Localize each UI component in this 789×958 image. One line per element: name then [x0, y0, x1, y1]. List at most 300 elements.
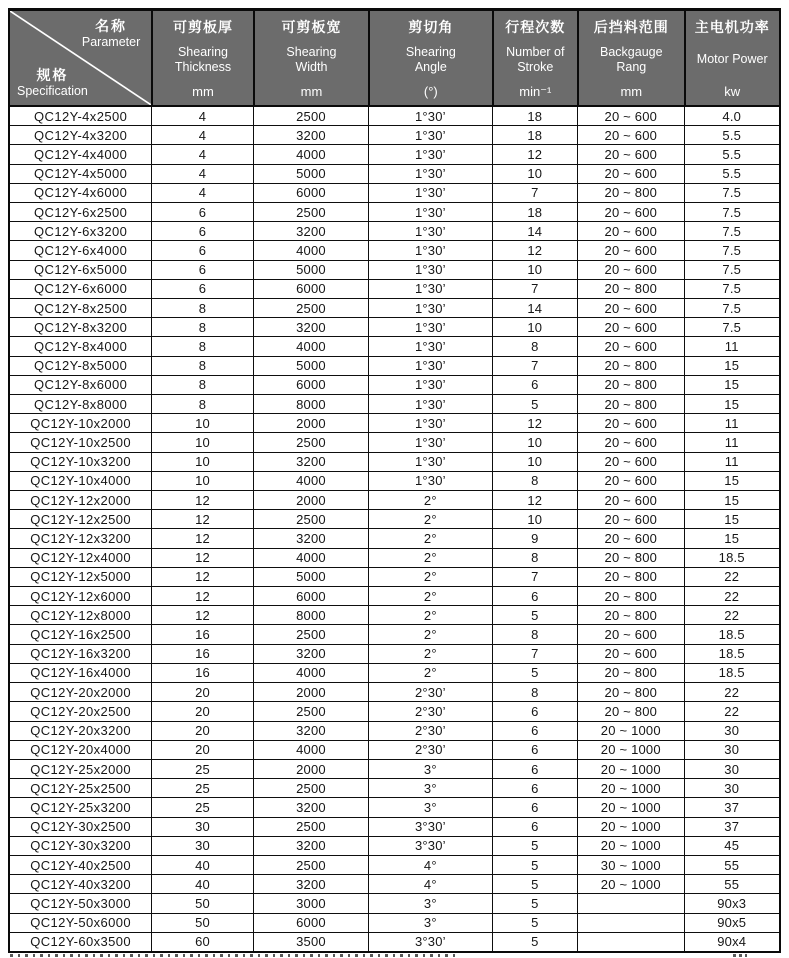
table-row — [10, 702, 779, 721]
value-cell: 1°30’ — [368, 299, 491, 317]
value-cell: 6000 — [253, 587, 368, 605]
value-cell: 20 ~ 600 — [577, 433, 683, 451]
value-cell: 20 ~ 600 — [577, 453, 683, 471]
table-row — [10, 280, 779, 299]
value-cell: 20 ~ 600 — [577, 107, 683, 125]
value-cell: 5 — [492, 606, 578, 624]
table-row — [10, 894, 779, 913]
header-shearing-thickness — [151, 11, 253, 105]
value-cell: 15 — [684, 491, 779, 509]
value-cell: 10 — [151, 453, 253, 471]
value-cell: 2500 — [253, 299, 368, 317]
value-cell: 20 ~ 600 — [577, 529, 683, 547]
table-row — [10, 107, 779, 126]
value-cell: 12 — [492, 145, 578, 163]
value-cell: 12 — [151, 549, 253, 567]
value-cell: 3° — [368, 760, 491, 778]
value-cell: 20 — [151, 722, 253, 740]
value-cell: 30 ~ 1000 — [577, 856, 683, 874]
value-cell: 3200 — [253, 837, 368, 855]
value-cell: 4000 — [253, 741, 368, 759]
table-row — [10, 798, 779, 817]
value-cell: 8000 — [253, 395, 368, 413]
value-cell: 18.5 — [684, 645, 779, 663]
value-cell: 5 — [492, 837, 578, 855]
value-cell: 30 — [684, 760, 779, 778]
value-cell: 16 — [151, 664, 253, 682]
value-cell: 90x4 — [684, 933, 779, 951]
table-row — [10, 376, 779, 395]
value-cell: 20 ~ 600 — [577, 222, 683, 240]
value-cell: 3200 — [253, 318, 368, 336]
value-cell: 2500 — [253, 818, 368, 836]
model-cell: QC12Y-4x5000 — [34, 166, 128, 182]
table-row — [10, 357, 779, 376]
value-cell: 5000 — [253, 568, 368, 586]
value-cell: 30 — [151, 818, 253, 836]
value-cell: 10 — [492, 165, 578, 183]
value-cell: 20 ~ 800 — [577, 664, 683, 682]
model-cell: QC12Y-12x2500 — [30, 511, 132, 527]
value-cell: 6 — [492, 798, 578, 816]
value-cell: 6 — [492, 702, 578, 720]
model-cell: QC12Y-16x2500 — [30, 627, 132, 643]
value-cell: 3000 — [253, 894, 368, 912]
value-cell: 5000 — [253, 165, 368, 183]
table-row — [10, 261, 779, 280]
value-cell: 22 — [684, 606, 779, 624]
value-cell: 3200 — [253, 645, 368, 663]
value-cell: 1°30’ — [368, 395, 491, 413]
model-cell: QC12Y-12x6000 — [30, 588, 132, 604]
value-cell: 5 — [492, 856, 578, 874]
table-row — [10, 606, 779, 625]
value-cell: 20 ~ 1000 — [577, 818, 683, 836]
value-cell: 1°30’ — [368, 433, 491, 451]
value-cell: 4000 — [253, 664, 368, 682]
model-cell: QC12Y-20x2000 — [30, 684, 132, 700]
value-cell: 14 — [492, 222, 578, 240]
value-cell: 8 — [151, 337, 253, 355]
value-cell: 2500 — [253, 510, 368, 528]
value-cell: 10 — [151, 414, 253, 432]
value-cell: 25 — [151, 779, 253, 797]
value-cell: 90x5 — [684, 914, 779, 932]
model-cell: QC12Y-4x6000 — [34, 185, 128, 201]
table-row — [10, 184, 779, 203]
model-cell: QC12Y-25x3200 — [30, 799, 132, 815]
value-cell: 15 — [684, 510, 779, 528]
value-cell: 4 — [151, 107, 253, 125]
table-row — [10, 625, 779, 644]
value-cell: 12 — [151, 568, 253, 586]
value-cell: 6 — [492, 741, 578, 759]
table-row — [10, 933, 779, 951]
header-en-label: Shearing Angle — [405, 45, 456, 74]
value-cell: 8 — [151, 299, 253, 317]
value-cell: 20 ~ 600 — [577, 203, 683, 221]
value-cell: 6 — [151, 203, 253, 221]
value-cell: 11 — [684, 414, 779, 432]
value-cell: 3200 — [253, 529, 368, 547]
value-cell: 14 — [492, 299, 578, 317]
value-cell: 20 ~ 1000 — [577, 722, 683, 740]
value-cell: 20 ~ 600 — [577, 126, 683, 144]
value-cell: 18 — [492, 126, 578, 144]
value-cell: 2° — [368, 587, 491, 605]
model-cell: QC12Y-8x2500 — [34, 300, 128, 316]
spec-table — [8, 8, 781, 953]
value-cell: 2°30’ — [368, 702, 491, 720]
model-cell: QC12Y-12x8000 — [30, 607, 132, 623]
value-cell: 8 — [151, 357, 253, 375]
value-cell: 3200 — [253, 126, 368, 144]
value-cell: 6000 — [253, 280, 368, 298]
value-cell: 1°30’ — [368, 357, 491, 375]
value-cell: 20 ~ 600 — [577, 472, 683, 490]
value-cell: 20 ~ 600 — [577, 241, 683, 259]
value-cell: 15 — [684, 395, 779, 413]
table-row — [10, 914, 779, 933]
value-cell: 20 ~ 600 — [577, 645, 683, 663]
value-cell: 3° — [368, 779, 491, 797]
value-cell: 7.5 — [684, 203, 779, 221]
value-cell: 20 ~ 800 — [577, 184, 683, 202]
table-row — [10, 875, 779, 894]
table-header — [10, 11, 779, 107]
model-cell: QC12Y-8x5000 — [34, 358, 128, 374]
header-cn-label: 可剪板厚 — [173, 19, 233, 35]
value-cell: 5 — [492, 875, 578, 893]
header-shearing-angle — [368, 11, 491, 105]
model-cell: QC12Y-40x2500 — [30, 857, 132, 873]
value-cell: 20 ~ 800 — [577, 280, 683, 298]
value-cell: 11 — [684, 433, 779, 451]
model-cell: QC12Y-50x6000 — [30, 915, 132, 931]
model-cell: QC12Y-40x3200 — [30, 876, 132, 892]
value-cell: 20 ~ 600 — [577, 145, 683, 163]
value-cell: 8 — [151, 318, 253, 336]
value-cell: 3° — [368, 914, 491, 932]
value-cell: 15 — [684, 357, 779, 375]
value-cell: 12 — [151, 529, 253, 547]
value-cell: 20 ~ 800 — [577, 376, 683, 394]
table-row — [10, 222, 779, 241]
value-cell: 10 — [151, 472, 253, 490]
model-cell: QC12Y-20x2500 — [30, 703, 132, 719]
header-en-label: Shearing Thickness — [174, 45, 232, 74]
value-cell: 6 — [492, 587, 578, 605]
model-cell: QC12Y-10x2500 — [30, 435, 132, 451]
model-cell: QC12Y-16x4000 — [30, 665, 132, 681]
value-cell: 2500 — [253, 779, 368, 797]
table-row — [10, 568, 779, 587]
value-cell: 5000 — [253, 357, 368, 375]
header-shearing-width — [253, 11, 368, 105]
table-row — [10, 318, 779, 337]
value-cell: 2500 — [253, 433, 368, 451]
value-cell: 6 — [492, 760, 578, 778]
value-cell: 3°30’ — [368, 933, 491, 951]
value-cell: 40 — [151, 875, 253, 893]
model-cell: QC12Y-12x5000 — [30, 569, 132, 585]
value-cell: 1°30’ — [368, 107, 491, 125]
value-cell: 20 ~ 1000 — [577, 760, 683, 778]
table-row — [10, 126, 779, 145]
value-cell: 6 — [492, 376, 578, 394]
value-cell: 6000 — [253, 376, 368, 394]
table-row — [10, 722, 779, 741]
value-cell: 10 — [151, 433, 253, 451]
table-row — [10, 779, 779, 798]
value-cell: 22 — [684, 587, 779, 605]
model-cell: QC12Y-12x2000 — [30, 492, 132, 508]
value-cell: 12 — [151, 606, 253, 624]
value-cell: 5.5 — [684, 165, 779, 183]
value-cell: 11 — [684, 453, 779, 471]
value-cell: 5000 — [253, 261, 368, 279]
value-cell: 12 — [151, 491, 253, 509]
value-cell: 55 — [684, 875, 779, 893]
table-row — [10, 837, 779, 856]
model-cell: QC12Y-25x2500 — [30, 780, 132, 796]
value-cell: 1°30’ — [368, 261, 491, 279]
value-cell: 40 — [151, 856, 253, 874]
value-cell — [577, 933, 683, 951]
model-cell: QC12Y-8x8000 — [34, 396, 128, 412]
value-cell: 8 — [492, 683, 578, 701]
value-cell: 10 — [492, 318, 578, 336]
corner-specification-en: Specification — [17, 83, 88, 98]
table-row — [10, 510, 779, 529]
value-cell: 2500 — [253, 702, 368, 720]
table-row — [10, 337, 779, 356]
value-cell: 7.5 — [684, 318, 779, 336]
model-cell: QC12Y-30x2500 — [30, 819, 132, 835]
value-cell: 12 — [492, 241, 578, 259]
value-cell: 1°30’ — [368, 337, 491, 355]
value-cell: 1°30’ — [368, 280, 491, 298]
header-cn-label: 剪切角 — [408, 19, 454, 35]
model-cell: QC12Y-50x3000 — [30, 895, 132, 911]
corner-parameter-label — [82, 18, 140, 50]
model-cell: QC12Y-8x6000 — [34, 377, 128, 393]
value-cell: 16 — [151, 625, 253, 643]
value-cell: 15 — [684, 472, 779, 490]
model-cell: QC12Y-10x4000 — [30, 473, 132, 489]
value-cell: 7 — [492, 280, 578, 298]
value-cell: 20 ~ 800 — [577, 587, 683, 605]
value-cell: 5 — [492, 395, 578, 413]
table-row — [10, 683, 779, 702]
value-cell: 20 — [151, 702, 253, 720]
header-cn-label: 可剪板宽 — [281, 19, 342, 35]
table-row — [10, 203, 779, 222]
value-cell: 8 — [492, 625, 578, 643]
model-cell: QC12Y-4x4000 — [34, 147, 128, 162]
value-cell: 6 — [151, 280, 253, 298]
value-cell: 6 — [151, 261, 253, 279]
value-cell: 20 ~ 1000 — [577, 741, 683, 759]
value-cell: 20 — [151, 741, 253, 759]
value-cell: 18.5 — [684, 664, 779, 682]
value-cell: 7.5 — [684, 261, 779, 279]
value-cell: 20 ~ 600 — [577, 414, 683, 432]
value-cell: 2°30’ — [368, 683, 491, 701]
model-cell: QC12Y-30x3200 — [30, 838, 132, 854]
value-cell: 55 — [684, 856, 779, 874]
value-cell: 30 — [151, 837, 253, 855]
value-cell: 12 — [492, 414, 578, 432]
value-cell: 25 — [151, 798, 253, 816]
table-row — [10, 645, 779, 664]
value-cell: 18 — [492, 107, 578, 125]
model-cell: QC12Y-10x3200 — [30, 454, 132, 470]
value-cell: 1°30’ — [368, 376, 491, 394]
table-row — [10, 472, 779, 491]
table-row — [10, 453, 779, 472]
model-cell: QC12Y-8x3200 — [34, 319, 128, 335]
value-cell: 30 — [684, 722, 779, 740]
value-cell: 8 — [492, 472, 578, 490]
value-cell: 20 ~ 800 — [577, 606, 683, 624]
table-row — [10, 741, 779, 760]
header-corner-cell — [10, 11, 151, 105]
header-backgauge-range — [577, 11, 683, 105]
table-row — [10, 145, 779, 164]
header-unit-label: mm — [192, 84, 214, 99]
table-body — [10, 107, 779, 951]
corner-parameter-cn: 名称 — [95, 18, 128, 34]
model-cell: QC12Y-6x2500 — [34, 204, 128, 220]
table-row — [10, 760, 779, 779]
table-row — [10, 241, 779, 260]
value-cell: 2° — [368, 606, 491, 624]
value-cell: 25 — [151, 760, 253, 778]
value-cell: 2° — [368, 491, 491, 509]
header-unit-label: mm — [620, 84, 643, 99]
value-cell: 7 — [492, 568, 578, 586]
value-cell — [577, 914, 683, 932]
header-en-label: Number of Stroke — [506, 45, 565, 74]
value-cell: 7.5 — [684, 222, 779, 240]
value-cell: 50 — [151, 894, 253, 912]
value-cell: 4000 — [253, 241, 368, 259]
header-en-label: Motor Power — [696, 52, 768, 67]
value-cell: 10 — [492, 510, 578, 528]
value-cell: 2000 — [253, 491, 368, 509]
value-cell: 20 ~ 1000 — [577, 779, 683, 797]
value-cell: 1°30’ — [368, 472, 491, 490]
value-cell: 18.5 — [684, 549, 779, 567]
value-cell: 1°30’ — [368, 453, 491, 471]
value-cell: 20 ~ 600 — [577, 261, 683, 279]
value-cell: 2° — [368, 645, 491, 663]
value-cell: 4000 — [253, 472, 368, 490]
header-motor-power — [684, 11, 779, 105]
value-cell: 6000 — [253, 184, 368, 202]
value-cell: 30 — [684, 741, 779, 759]
value-cell: 2500 — [253, 203, 368, 221]
value-cell: 10 — [492, 261, 578, 279]
value-cell: 7.5 — [684, 184, 779, 202]
header-en-label: Shearing Width — [286, 45, 337, 74]
value-cell: 20 ~ 1000 — [577, 837, 683, 855]
value-cell: 9 — [492, 529, 578, 547]
value-cell: 22 — [684, 702, 779, 720]
table-row — [10, 664, 779, 683]
value-cell: 3200 — [253, 222, 368, 240]
table-row — [10, 549, 779, 568]
model-cell: QC12Y-4x3200 — [34, 127, 128, 143]
model-cell: QC12Y-6x4000 — [34, 243, 128, 259]
table-row — [10, 414, 779, 433]
value-cell: 2° — [368, 568, 491, 586]
value-cell: 2000 — [253, 760, 368, 778]
value-cell: 7.5 — [684, 280, 779, 298]
value-cell: 3500 — [253, 933, 368, 951]
value-cell: 60 — [151, 933, 253, 951]
value-cell: 1°30’ — [368, 318, 491, 336]
value-cell: 4000 — [253, 145, 368, 163]
value-cell: 22 — [684, 683, 779, 701]
value-cell: 20 ~ 600 — [577, 318, 683, 336]
model-cell: QC12Y-12x4000 — [30, 550, 132, 566]
value-cell: 8 — [492, 337, 578, 355]
value-cell: 18.5 — [684, 625, 779, 643]
value-cell: 8 — [151, 376, 253, 394]
value-cell: 1°30’ — [368, 165, 491, 183]
value-cell: 6 — [151, 241, 253, 259]
value-cell: 4 — [151, 126, 253, 144]
value-cell: 6 — [151, 222, 253, 240]
value-cell: 20 ~ 600 — [577, 337, 683, 355]
model-cell: QC12Y-6x6000 — [34, 281, 128, 297]
value-cell: 2000 — [253, 683, 368, 701]
clipped-footnote-fragment — [10, 954, 460, 957]
model-cell: QC12Y-6x3200 — [34, 223, 128, 239]
value-cell: 1°30’ — [368, 241, 491, 259]
value-cell: 1°30’ — [368, 414, 491, 432]
corner-specification-label — [17, 67, 88, 99]
value-cell: 6000 — [253, 914, 368, 932]
value-cell: 8 — [492, 549, 578, 567]
table-row — [10, 491, 779, 510]
value-cell: 16 — [151, 645, 253, 663]
value-cell: 20 ~ 800 — [577, 702, 683, 720]
header-number-of-stroke — [492, 11, 578, 105]
value-cell: 2° — [368, 625, 491, 643]
value-cell: 20 ~ 600 — [577, 491, 683, 509]
value-cell: 1°30’ — [368, 126, 491, 144]
value-cell: 3°30’ — [368, 837, 491, 855]
value-cell: 20 ~ 600 — [577, 625, 683, 643]
value-cell: 2°30’ — [368, 741, 491, 759]
value-cell: 2° — [368, 529, 491, 547]
value-cell: 2° — [368, 510, 491, 528]
value-cell: 6 — [492, 779, 578, 797]
value-cell: 5 — [492, 664, 578, 682]
model-cell: QC12Y-25x2000 — [30, 761, 132, 777]
value-cell: 8000 — [253, 606, 368, 624]
value-cell: 22 — [684, 568, 779, 586]
value-cell: 3200 — [253, 875, 368, 893]
value-cell: 15 — [684, 529, 779, 547]
value-cell: 5 — [492, 914, 578, 932]
value-cell: 20 ~ 1000 — [577, 798, 683, 816]
value-cell: 7 — [492, 357, 578, 375]
value-cell: 7 — [492, 184, 578, 202]
